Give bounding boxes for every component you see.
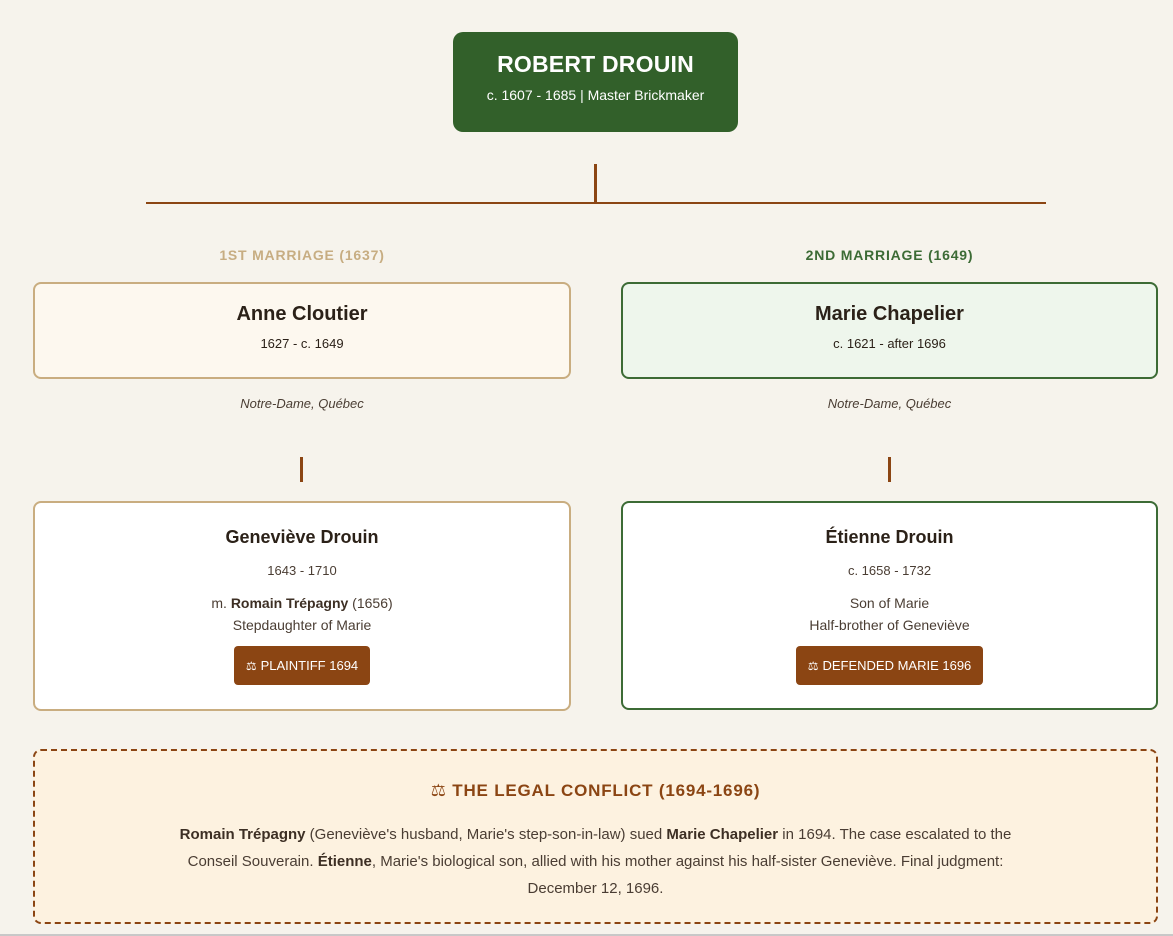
conflict-text-segment: (Geneviève's husband, Marie's step-son-in-law) sued xyxy=(305,826,667,843)
child-name: Geneviève Drouin xyxy=(225,527,379,547)
root-person-name: ROBERT DROUIN xyxy=(497,51,694,77)
party-etienne: Étienne xyxy=(317,853,372,870)
marriage-connector-horizontal xyxy=(146,202,1046,204)
conflict-text-segment: in 1694. The case escalated to the Conseil Souverain. xyxy=(187,826,1012,870)
plaintiff-badge xyxy=(234,646,370,685)
conflict-text-segment: , Marie's biological son, allied with his mother against his half-sister Geneviève. Final judgment: December 12, 1696. xyxy=(371,853,1004,897)
relation-note: Stepdaughter of Marie xyxy=(232,617,372,633)
marriage-label-second: 2ND MARRIAGE (1649) xyxy=(805,247,974,263)
marriage-label-first: 1ST MARRIAGE (1637) xyxy=(219,247,385,263)
marriage-place-second: Notre-Dame, Québec xyxy=(827,396,952,411)
child-card-etienne-drouin xyxy=(621,501,1158,710)
spouse-dates: c. 1621 - after 1696 xyxy=(833,336,946,351)
spouse-dates: 1627 - c. 1649 xyxy=(260,336,344,351)
scales-icon: ⚖ xyxy=(245,659,257,673)
legal-conflict-title xyxy=(35,781,1156,801)
defended-badge xyxy=(796,646,984,685)
spouse-card-marie-chapelier xyxy=(621,282,1158,379)
spouse-name: Marie Chapelier xyxy=(815,303,964,325)
legal-conflict-box xyxy=(33,749,1158,924)
spouse-card-anne-cloutier xyxy=(33,282,571,379)
marriage-year: (1656) xyxy=(348,595,393,611)
child-dates: c. 1658 - 1732 xyxy=(847,563,932,578)
child-note xyxy=(35,592,569,636)
husband-name: Romain Trépagny xyxy=(230,595,349,611)
badge-label: DEFENDED MARIE 1696 xyxy=(822,658,972,673)
spouse-name: Anne Cloutier xyxy=(236,303,368,325)
marriage-place-first: Notre-Dame, Québec xyxy=(240,396,364,411)
child-note xyxy=(623,592,1156,636)
child-name: Étienne Drouin xyxy=(825,527,954,547)
relation-note-half-brother: Half-brother of Geneviève xyxy=(809,617,970,633)
legal-conflict-heading: THE LEGAL CONFLICT (1694-1696) xyxy=(452,781,761,800)
marriage-prefix: m. xyxy=(211,595,231,611)
child-connector-first xyxy=(300,457,303,482)
legal-conflict-description xyxy=(156,821,1036,902)
relation-note-son: Son of Marie xyxy=(849,595,930,611)
child-connector-second xyxy=(888,457,891,482)
child-card-genevieve-drouin xyxy=(33,501,571,711)
scales-icon: ⚖ xyxy=(430,781,447,800)
party-marie: Marie Chapelier xyxy=(666,826,779,843)
scales-icon: ⚖ xyxy=(807,659,819,673)
root-person-card xyxy=(453,32,738,132)
party-romain: Romain Trépagny xyxy=(179,826,306,843)
root-connector-vertical xyxy=(594,164,597,203)
badge-label: PLAINTIFF 1694 xyxy=(260,658,359,673)
child-dates: 1643 - 1710 xyxy=(267,563,337,578)
root-person-subtitle: c. 1607 - 1685 | Master Brickmaker xyxy=(486,87,705,103)
